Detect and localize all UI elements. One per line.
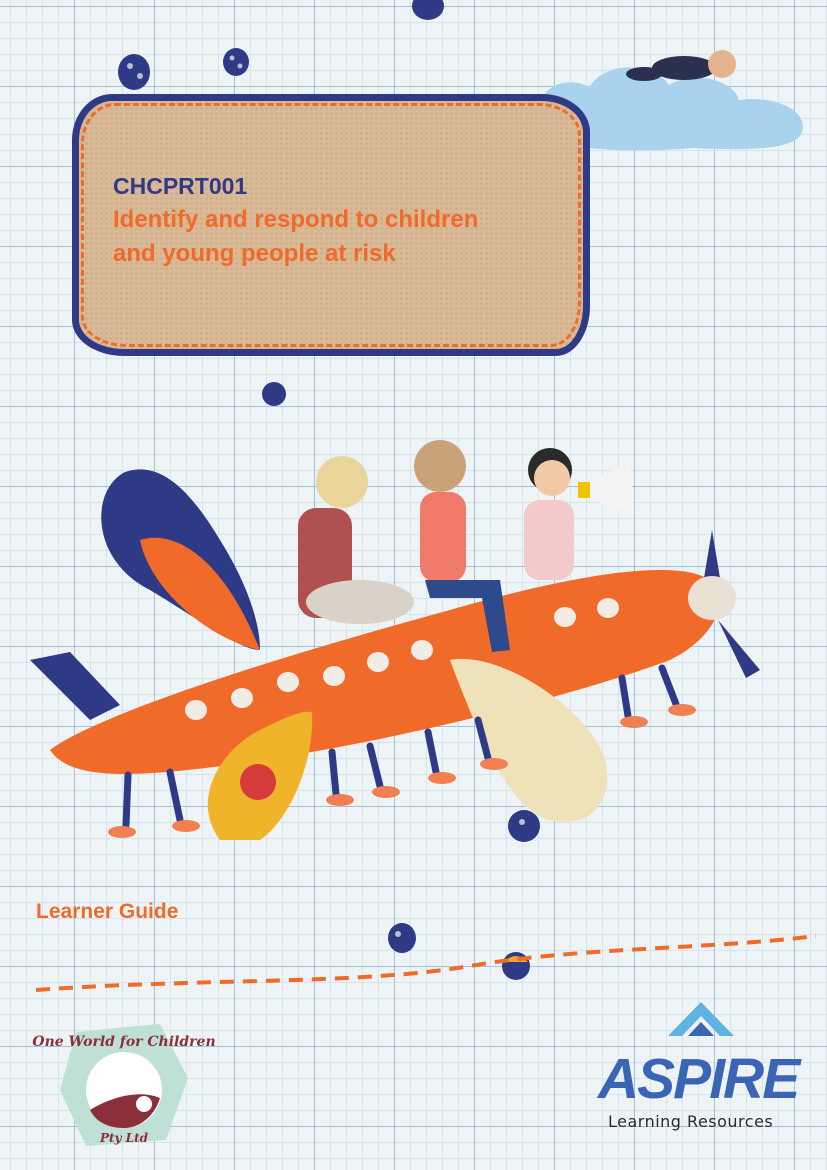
shell-decoration: [118, 54, 150, 90]
guide-type-label: Learner Guide: [36, 900, 179, 923]
patterned-wing: [101, 469, 260, 650]
shell-decoration: [223, 48, 249, 76]
unit-code: CHCPRT001: [113, 173, 248, 199]
aspire-tagline: Learning Resources: [608, 1112, 774, 1131]
dashed-divider: [36, 936, 816, 990]
unit-title-line-1: Identify and respond to children: [113, 206, 479, 233]
aspire-wordmark: ASPIRE: [598, 1047, 799, 1111]
unit-title-line-2: and young people at risk: [113, 240, 396, 267]
megaphone-icon: [578, 462, 634, 516]
shell-decoration: [388, 923, 416, 953]
svg-text:Pty Ltd: Pty Ltd: [99, 1131, 149, 1145]
shell-decoration: [262, 382, 286, 406]
one-world-for-children-logo: [32, 1018, 216, 1150]
aspire-house-icon: [666, 1000, 736, 1044]
airplane-illustration: [30, 420, 770, 860]
shell-decoration: [412, 0, 444, 20]
sleeping-baby-icon: [626, 50, 736, 81]
svg-text:One World for Children: One World for Children: [32, 1034, 216, 1050]
